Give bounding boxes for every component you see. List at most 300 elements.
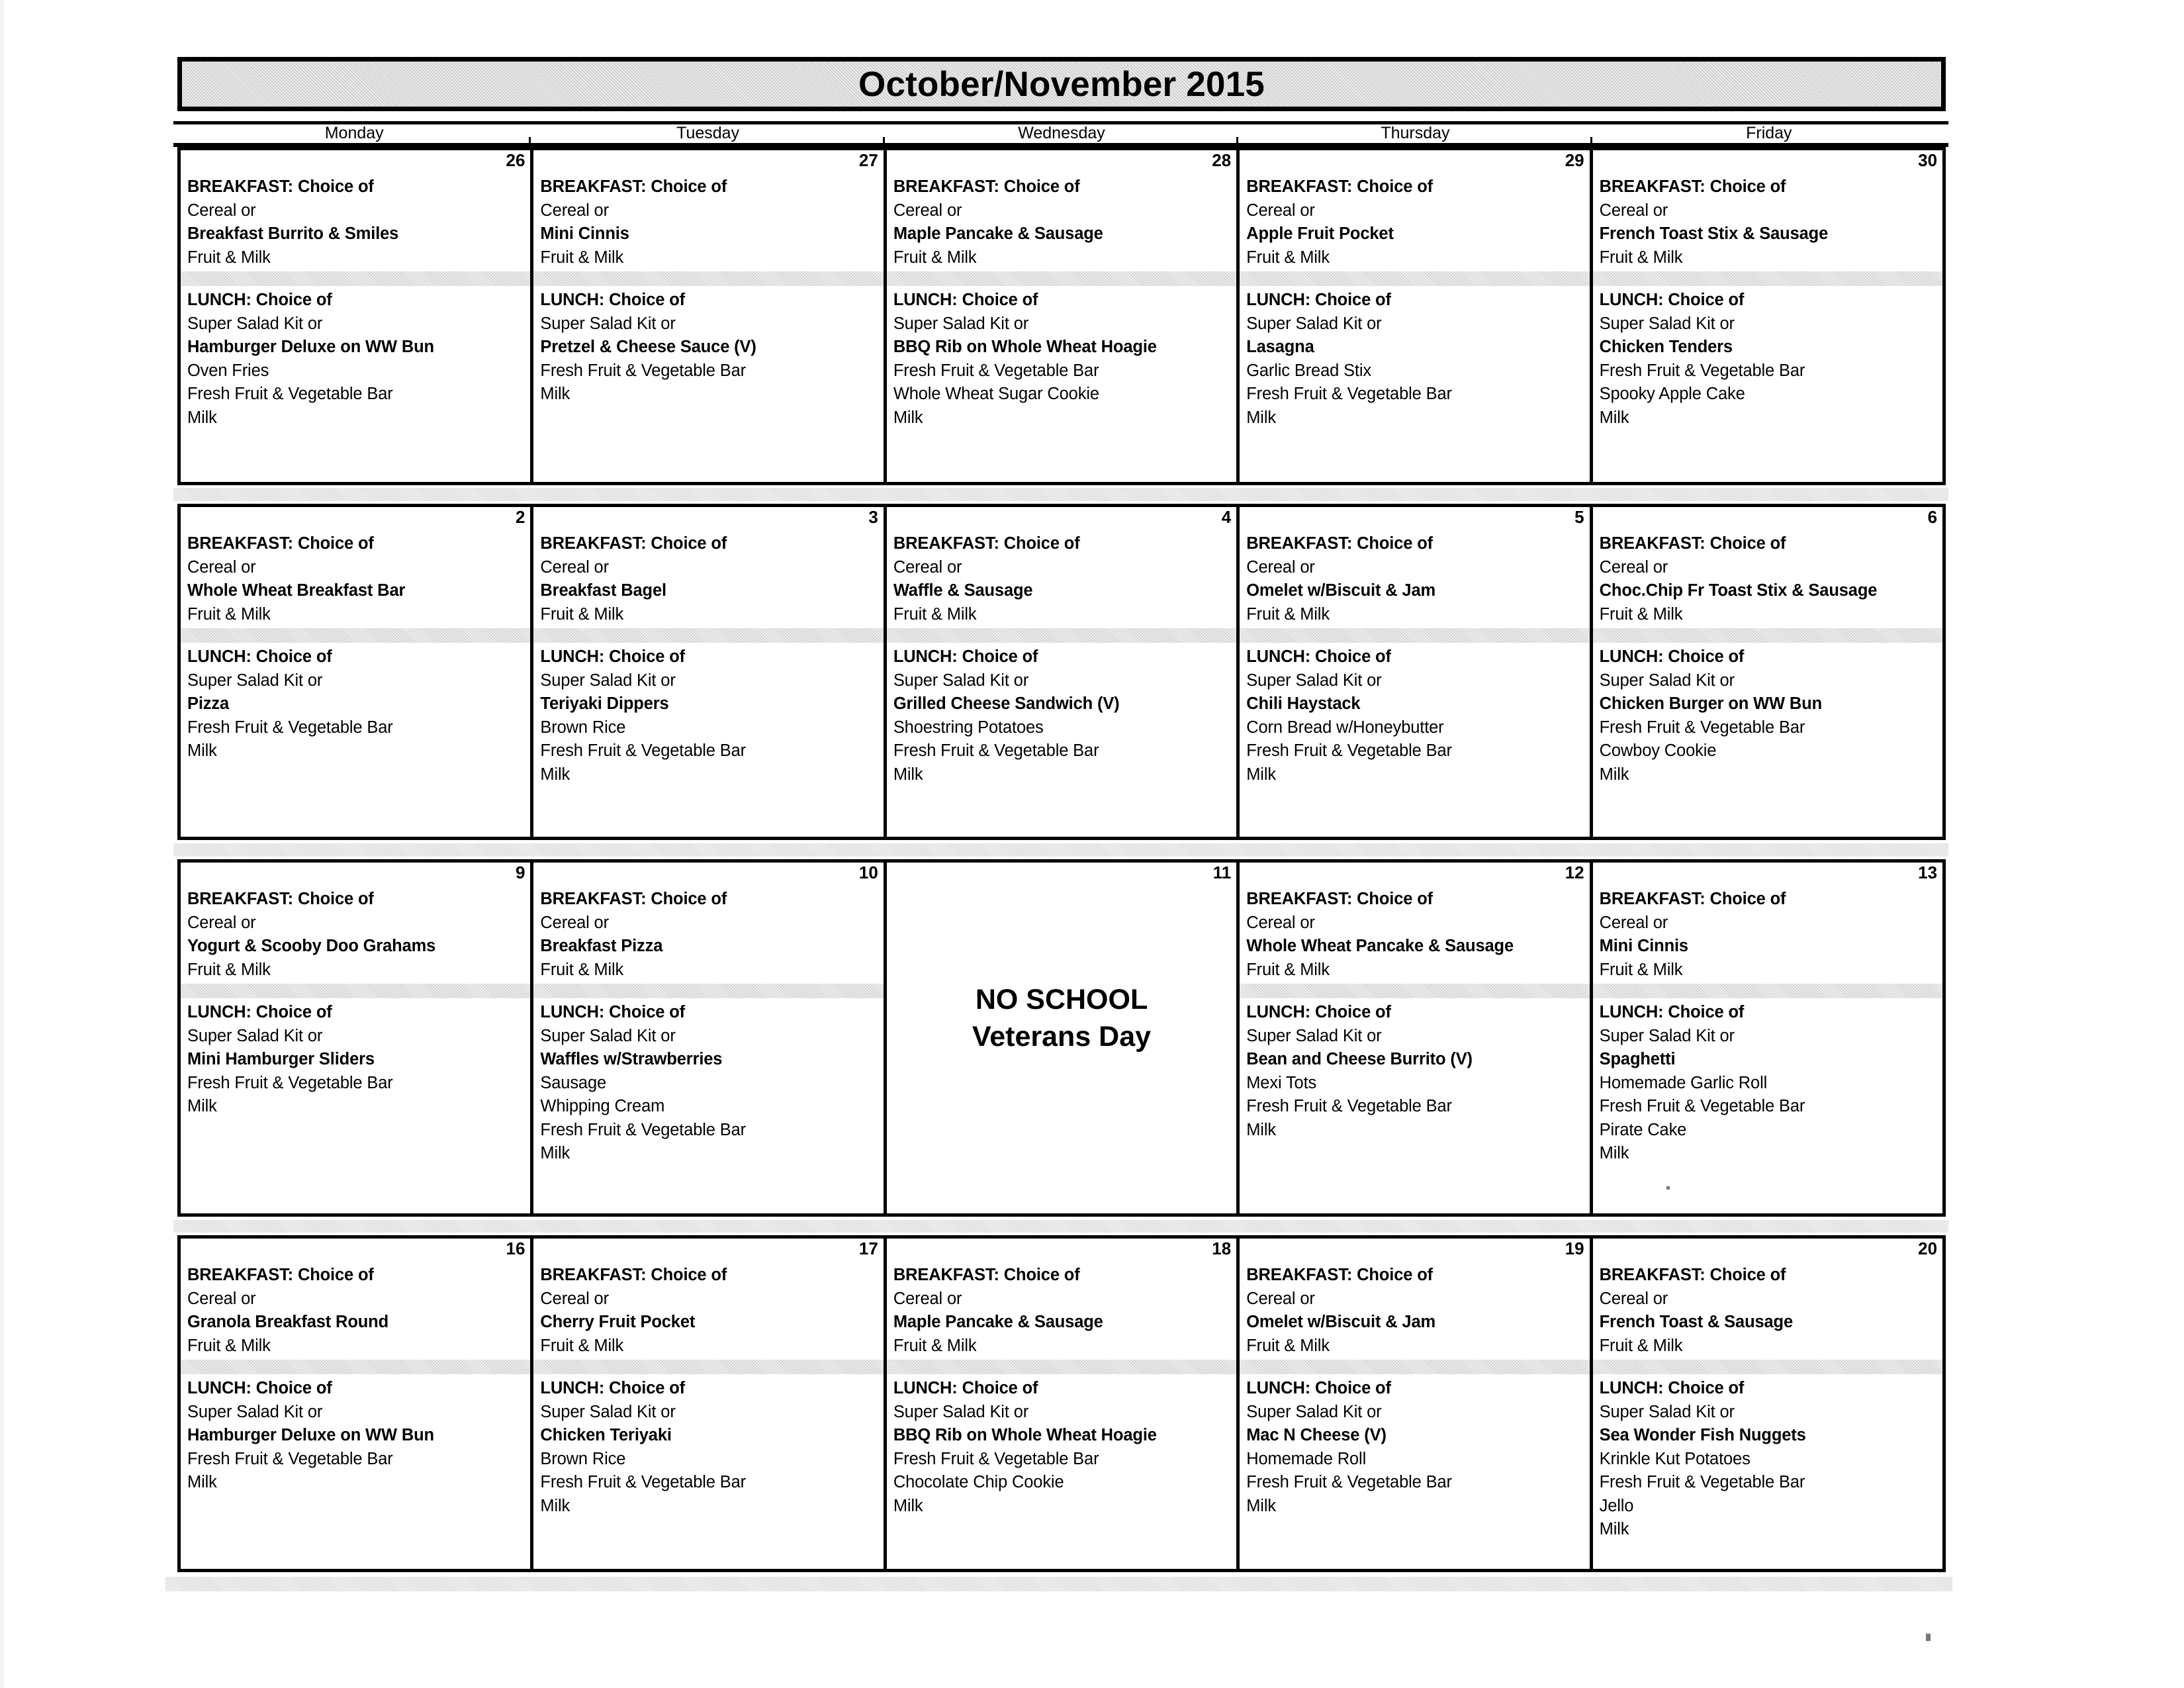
menu-line: LUNCH: Choice of <box>540 1379 685 1397</box>
menu-line: Spaghetti <box>1599 1050 1676 1068</box>
day-header-label: Tuesday <box>676 123 740 142</box>
menu-line: Milk <box>893 1496 923 1515</box>
breakfast-section <box>1240 507 1589 626</box>
menu-line: Chili Haystack <box>1246 694 1361 713</box>
lunch-section <box>533 643 883 786</box>
calendar-day-cell[interactable] <box>884 147 1240 485</box>
menu-line: LUNCH: Choice of <box>540 1003 685 1021</box>
lunch-section <box>533 286 883 406</box>
menu-line: Whole Wheat Sugar Cookie <box>893 385 1099 403</box>
menu-line: Omelet w/Biscuit & Jam <box>1246 581 1436 600</box>
lunch-section <box>1593 998 1942 1166</box>
week-row <box>177 147 1946 485</box>
menu-line: Fruit & Milk <box>187 604 271 624</box>
menu-line: Fruit & Milk <box>893 1336 977 1355</box>
week-row <box>177 1235 1946 1572</box>
menu-line: Fresh Fruit & Vegetable Bar <box>187 385 393 403</box>
menu-line: Fresh Fruit & Vegetable Bar <box>1599 1473 1805 1491</box>
breakfast-section <box>1240 863 1589 982</box>
menu-line: LUNCH: Choice of <box>1599 1003 1745 1021</box>
menu-line: Waffles w/Strawberries <box>540 1050 723 1068</box>
menu-line: Milk <box>1246 1496 1276 1515</box>
menu-line: Cereal or <box>187 557 256 577</box>
menu-line: Chicken Tenders <box>1599 338 1733 356</box>
lunch-section <box>1240 286 1589 430</box>
menu-line: Breakfast Bagel <box>540 581 666 600</box>
calendar-day-cell[interactable] <box>177 504 533 840</box>
meal-divider-band <box>181 271 530 286</box>
menu-line: Milk <box>1599 1144 1629 1162</box>
day-number: 13 <box>1918 863 1938 882</box>
lunch-section <box>181 643 530 763</box>
menu-line: Teriyaki Dippers <box>540 694 669 713</box>
breakfast-section <box>1593 1239 1942 1358</box>
menu-line: BREAKFAST: Choice of <box>540 177 727 196</box>
menu-line: Fresh Fruit & Vegetable Bar <box>1599 1097 1805 1115</box>
lunch-section <box>533 998 883 1166</box>
menu-line: Fruit & Milk <box>187 1336 271 1355</box>
row-gap-band <box>173 488 1948 501</box>
menu-line: LUNCH: Choice of <box>1599 291 1745 309</box>
breakfast-section <box>1240 150 1589 269</box>
calendar-day-cell[interactable] <box>1236 859 1592 1217</box>
menu-line: LUNCH: Choice of <box>893 647 1038 666</box>
menu-line: Fruit & Milk <box>1599 960 1683 979</box>
menu-line: Fruit & Milk <box>187 960 271 979</box>
menu-line: Super Salad Kit or <box>893 1402 1029 1421</box>
menu-line: Fruit & Milk <box>893 604 977 624</box>
menu-line: LUNCH: Choice of <box>187 1003 332 1021</box>
menu-line: BBQ Rib on Whole Wheat Hoagie <box>893 338 1157 356</box>
breakfast-section <box>887 507 1236 626</box>
breakfast-section <box>181 507 530 626</box>
menu-line: Cowboy Cookie <box>1599 741 1717 760</box>
day-number: 19 <box>1565 1239 1584 1258</box>
menu-line: Homemade Garlic Roll <box>1599 1073 1768 1092</box>
day-number: 30 <box>1918 150 1938 170</box>
day-number: 17 <box>858 1239 878 1258</box>
menu-line: Fruit & Milk <box>187 248 271 267</box>
menu-line: LUNCH: Choice of <box>1246 1003 1391 1021</box>
breakfast-section <box>887 1239 1236 1358</box>
menu-line: Milk <box>187 1473 217 1491</box>
day-number: 28 <box>1212 150 1232 170</box>
calendar-day-cell[interactable] <box>1590 859 1946 1217</box>
menu-line: Super Salad Kit or <box>1246 671 1382 690</box>
page-title: October/November 2015 <box>858 64 1265 104</box>
breakfast-section <box>533 507 883 626</box>
menu-line: Milk <box>1246 408 1276 427</box>
breakfast-section <box>533 863 883 982</box>
menu-line: BREAKFAST: Choice of <box>540 534 727 553</box>
calendar-day-cell[interactable] <box>530 1235 886 1572</box>
menu-line: Spooky Apple Cake <box>1599 385 1745 403</box>
menu-line: Mac N Cheese (V) <box>1246 1426 1387 1444</box>
day-header-monday <box>177 121 531 144</box>
menu-line: Cereal or <box>893 201 962 220</box>
menu-line: Mini Cinnis <box>540 224 629 243</box>
menu-line: Sea Wonder Fish Nuggets <box>1599 1426 1806 1444</box>
meal-divider-band <box>1240 628 1589 643</box>
lunch-section <box>181 1374 530 1495</box>
menu-line: Fruit & Milk <box>893 248 977 267</box>
menu-line: Fresh Fruit & Vegetable Bar <box>1599 718 1805 737</box>
menu-line: Whole Wheat Breakfast Bar <box>187 581 406 600</box>
menu-line: Milk <box>540 385 570 403</box>
menu-line: Mexi Tots <box>1246 1073 1317 1092</box>
menu-line: Super Salad Kit or <box>893 314 1029 333</box>
menu-line: Milk <box>187 741 217 760</box>
menu-line: BREAKFAST: Choice of <box>1246 890 1433 908</box>
day-header-label: Friday <box>1746 123 1792 142</box>
calendar-day-cell[interactable] <box>177 147 533 485</box>
menu-line: Cherry Fruit Pocket <box>540 1313 696 1331</box>
breakfast-section <box>181 863 530 982</box>
no-school-line: NO SCHOOL <box>975 984 1148 1015</box>
calendar-day-cell[interactable] <box>1590 504 1946 840</box>
menu-line: BREAKFAST: Choice of <box>893 534 1080 553</box>
day-number: 12 <box>1565 863 1584 882</box>
menu-line: Cereal or <box>540 201 609 220</box>
lunch-section <box>533 1374 883 1518</box>
menu-line: Cereal or <box>1599 557 1668 577</box>
menu-line: Cereal or <box>540 913 609 932</box>
menu-line: Chicken Burger on WW Bun <box>1599 694 1823 713</box>
menu-line: Super Salad Kit or <box>540 314 676 333</box>
menu-line: BREAKFAST: Choice of <box>187 890 374 908</box>
menu-line: BREAKFAST: Choice of <box>1599 890 1786 908</box>
week-row <box>177 859 1946 1217</box>
menu-line: Oven Fries <box>187 361 269 380</box>
day-header-label: Wednesday <box>1018 123 1105 142</box>
row-gap-band <box>173 843 1948 857</box>
day-number: 3 <box>868 507 878 527</box>
menu-line: Grilled Cheese Sandwich (V) <box>893 694 1120 713</box>
calendar-day-cell[interactable] <box>1236 147 1592 485</box>
day-number: 2 <box>515 507 525 527</box>
menu-line: Mini Hamburger Sliders <box>187 1050 375 1068</box>
menu-line: LUNCH: Choice of <box>1599 647 1745 666</box>
menu-line: Brown Rice <box>540 1449 626 1468</box>
menu-line: LUNCH: Choice of <box>1246 1379 1391 1397</box>
breakfast-section <box>533 1239 883 1358</box>
menu-line: Fresh Fruit & Vegetable Bar <box>893 741 1099 760</box>
day-number: 20 <box>1918 1239 1938 1258</box>
day-number: 27 <box>858 150 878 170</box>
menu-line: BREAKFAST: Choice of <box>1599 177 1786 196</box>
menu-line: Whipping Cream <box>540 1097 665 1115</box>
lunch-section <box>181 998 530 1119</box>
menu-line: Super Salad Kit or <box>187 671 323 690</box>
menu-line: Omelet w/Biscuit & Jam <box>1246 1313 1436 1331</box>
day-header-label: Monday <box>324 123 384 142</box>
row-gap-band <box>173 1220 1948 1233</box>
menu-line: Fruit & Milk <box>1599 1336 1683 1355</box>
menu-line: BREAKFAST: Choice of <box>893 1266 1080 1284</box>
lunch-section <box>1593 643 1942 786</box>
menu-line: Super Salad Kit or <box>540 1402 676 1421</box>
day-number: 6 <box>1927 507 1938 527</box>
menu-line: Yogurt & Scooby Doo Grahams <box>187 937 436 955</box>
lunch-section <box>1593 1374 1942 1542</box>
menu-line: Pizza <box>187 694 230 713</box>
menu-line: BREAKFAST: Choice of <box>187 1266 374 1284</box>
breakfast-section <box>181 1239 530 1358</box>
day-number: 11 <box>1212 863 1232 882</box>
menu-line: Maple Pancake & Sausage <box>893 224 1103 243</box>
scan-speck <box>1666 1186 1670 1190</box>
menu-line: BREAKFAST: Choice of <box>540 890 727 908</box>
calendar-day-cell[interactable] <box>177 1235 533 1572</box>
menu-line: Super Salad Kit or <box>1599 1026 1735 1045</box>
menu-line: BREAKFAST: Choice of <box>1599 1266 1786 1284</box>
menu-line: LUNCH: Choice of <box>187 1379 332 1397</box>
lunch-section <box>181 286 530 430</box>
menu-line: Milk <box>540 1496 570 1515</box>
day-header-row <box>177 121 1946 144</box>
lunch-section <box>1240 643 1589 786</box>
day-number: 10 <box>858 863 878 882</box>
menu-line: Fresh Fruit & Vegetable Bar <box>540 1473 747 1491</box>
calendar-day-cell[interactable] <box>530 504 886 840</box>
meal-divider-band <box>533 984 883 998</box>
day-header-friday <box>1592 121 1946 144</box>
menu-line: Cereal or <box>1246 557 1315 577</box>
menu-line: Milk <box>540 765 570 784</box>
breakfast-section <box>1240 1239 1589 1358</box>
menu-line: Fresh Fruit & Vegetable Bar <box>1599 361 1805 380</box>
meal-divider-band <box>1240 271 1589 286</box>
menu-line: Maple Pancake & Sausage <box>893 1313 1103 1331</box>
calendar-day-cell[interactable] <box>530 859 886 1217</box>
calendar-day-cell[interactable] <box>1236 1235 1592 1572</box>
menu-line: BREAKFAST: Choice of <box>893 177 1080 196</box>
day-number: 29 <box>1565 150 1584 170</box>
lunch-section <box>1240 1374 1589 1518</box>
lunch-section <box>887 1374 1236 1518</box>
menu-line: LUNCH: Choice of <box>540 291 685 309</box>
menu-line: BBQ Rib on Whole Wheat Hoagie <box>893 1426 1157 1444</box>
menu-line: Homemade Roll <box>1246 1449 1367 1468</box>
menu-line: LUNCH: Choice of <box>1246 291 1391 309</box>
day-number: 16 <box>506 1239 525 1258</box>
menu-line: Cereal or <box>540 557 609 577</box>
menu-line: Cereal or <box>540 1289 609 1308</box>
menu-line: Cereal or <box>1246 201 1315 220</box>
meal-divider-band <box>1593 628 1942 643</box>
menu-line: Jello <box>1599 1496 1634 1515</box>
menu-line: Fresh Fruit & Vegetable Bar <box>893 1449 1099 1468</box>
meal-divider-band <box>1593 271 1942 286</box>
menu-line: Milk <box>187 1097 217 1115</box>
menu-line: Fruit & Milk <box>1246 248 1330 267</box>
menu-line: Milk <box>1246 765 1276 784</box>
menu-line: Fruit & Milk <box>540 960 624 979</box>
meal-divider-band <box>533 1360 883 1374</box>
menu-line: Fresh Fruit & Vegetable Bar <box>540 361 747 380</box>
menu-line: BREAKFAST: Choice of <box>1246 534 1433 553</box>
menu-line: Super Salad Kit or <box>187 1402 323 1421</box>
menu-line: Mini Cinnis <box>1599 937 1688 955</box>
menu-line: Brown Rice <box>540 718 626 737</box>
bottom-scan-band <box>165 1577 1952 1591</box>
menu-line: French Toast Stix & Sausage <box>1599 224 1829 243</box>
menu-line: Super Salad Kit or <box>540 1026 676 1045</box>
calendar-day-cell[interactable] <box>1236 504 1592 840</box>
menu-line: Super Salad Kit or <box>1599 314 1735 333</box>
meal-divider-band <box>887 1360 1236 1374</box>
day-number: 26 <box>506 150 525 170</box>
meal-divider-band <box>181 984 530 998</box>
menu-line: Sausage <box>540 1073 607 1092</box>
menu-line: Fresh Fruit & Vegetable Bar <box>540 741 747 760</box>
menu-line: Cereal or <box>187 913 256 932</box>
menu-line: Super Salad Kit or <box>540 671 676 690</box>
menu-line: Fruit & Milk <box>540 248 624 267</box>
calendar-day-cell[interactable] <box>884 1235 1240 1572</box>
meal-divider-band <box>533 628 883 643</box>
week-row <box>177 504 1946 840</box>
menu-line: BREAKFAST: Choice of <box>187 177 374 196</box>
menu-line: Hamburger Deluxe on WW Bun <box>187 1426 434 1444</box>
menu-line: Super Salad Kit or <box>893 671 1029 690</box>
calendar-day-cell[interactable] <box>177 859 533 1217</box>
day-number: 5 <box>1574 507 1584 527</box>
menu-line: Fruit & Milk <box>1599 248 1683 267</box>
menu-line: Fresh Fruit & Vegetable Bar <box>540 1120 747 1139</box>
menu-line: Super Salad Kit or <box>1246 1402 1382 1421</box>
calendar-day-cell[interactable] <box>530 147 886 485</box>
menu-line: Fresh Fruit & Vegetable Bar <box>187 1449 393 1468</box>
no-school-line: Veterans Day <box>972 1021 1152 1053</box>
menu-line: Fresh Fruit & Vegetable Bar <box>187 718 393 737</box>
day-header-label: Thursday <box>1381 123 1450 142</box>
no-school-notice <box>887 863 1236 1213</box>
lunch-section <box>887 286 1236 430</box>
menu-line: Fruit & Milk <box>540 1336 624 1355</box>
menu-line: Fresh Fruit & Vegetable Bar <box>187 1073 393 1092</box>
menu-line: Hamburger Deluxe on WW Bun <box>187 338 434 356</box>
menu-line: Milk <box>1599 408 1629 427</box>
menu-line: Corn Bread w/Honeybutter <box>1246 718 1444 737</box>
menu-line: Fruit & Milk <box>1246 1336 1330 1355</box>
day-header-wednesday <box>885 121 1238 144</box>
calendar-day-cell[interactable] <box>884 859 1240 1217</box>
menu-line: Bean and Cheese Burrito (V) <box>1246 1050 1473 1068</box>
menu-line: Fresh Fruit & Vegetable Bar <box>1246 741 1452 760</box>
menu-line: Pirate Cake <box>1599 1120 1687 1139</box>
menu-line: Garlic Bread Stix <box>1246 361 1371 380</box>
meal-divider-band <box>1240 984 1589 998</box>
menu-line: Waffle & Sausage <box>893 581 1033 600</box>
menu-line: BREAKFAST: Choice of <box>540 1266 727 1284</box>
menu-line: Chicken Teriyaki <box>540 1426 672 1444</box>
menu-line: LUNCH: Choice of <box>893 1379 1038 1397</box>
meal-divider-band <box>1593 984 1942 998</box>
day-number: 9 <box>515 863 525 882</box>
menu-line: Breakfast Burrito & Smiles <box>187 224 399 243</box>
meal-divider-band <box>181 628 530 643</box>
menu-line: Cereal or <box>1599 1289 1668 1308</box>
day-header-thursday <box>1238 121 1592 144</box>
breakfast-section <box>1593 863 1942 982</box>
menu-line: LUNCH: Choice of <box>187 647 332 666</box>
lunch-section <box>1240 998 1589 1142</box>
menu-line: Fresh Fruit & Vegetable Bar <box>1246 385 1452 403</box>
menu-line: LUNCH: Choice of <box>1599 1379 1745 1397</box>
breakfast-section <box>1593 507 1942 626</box>
menu-line: Milk <box>893 408 923 427</box>
menu-line: Cereal or <box>187 201 256 220</box>
menu-line: French Toast & Sausage <box>1599 1313 1794 1331</box>
menu-line: Lasagna <box>1246 338 1314 356</box>
calendar-day-cell[interactable] <box>1590 147 1946 485</box>
menu-line: Milk <box>540 1144 570 1162</box>
menu-line: LUNCH: Choice of <box>1246 647 1391 666</box>
menu-line: Cereal or <box>1246 1289 1315 1308</box>
menu-line: BREAKFAST: Choice of <box>187 534 374 553</box>
meal-divider-band <box>1240 1360 1589 1374</box>
menu-line: Super Salad Kit or <box>187 314 323 333</box>
lunch-section <box>1593 286 1942 430</box>
menu-line: LUNCH: Choice of <box>187 291 332 309</box>
breakfast-section <box>887 150 1236 269</box>
menu-line: BREAKFAST: Choice of <box>1246 177 1433 196</box>
breakfast-section <box>1593 150 1942 269</box>
menu-line: Whole Wheat Pancake & Sausage <box>1246 937 1514 955</box>
meal-divider-band <box>533 271 883 286</box>
day-header-tuesday <box>531 121 884 144</box>
menu-line: Cereal or <box>1246 913 1315 932</box>
calendar-day-cell[interactable] <box>884 504 1240 840</box>
meal-divider-band <box>887 271 1236 286</box>
calendar-title-bar <box>177 57 1946 111</box>
menu-line: Cereal or <box>1599 913 1668 932</box>
menu-line: Fresh Fruit & Vegetable Bar <box>1246 1097 1452 1115</box>
day-number: 18 <box>1212 1239 1232 1258</box>
meal-divider-band <box>181 1360 530 1374</box>
breakfast-section <box>533 150 883 269</box>
menu-line: Cereal or <box>187 1289 256 1308</box>
day-number: 4 <box>1221 507 1232 527</box>
menu-line: LUNCH: Choice of <box>893 291 1038 309</box>
menu-line: Krinkle Kut Potatoes <box>1599 1449 1751 1468</box>
menu-line: Super Salad Kit or <box>1246 314 1382 333</box>
menu-line: Shoestring Potatoes <box>893 718 1044 737</box>
menu-line: Milk <box>187 408 217 427</box>
menu-line: Super Salad Kit or <box>187 1026 323 1045</box>
scan-speck <box>1926 1634 1931 1641</box>
menu-line: Choc.Chip Fr Toast Stix & Sausage <box>1599 581 1878 600</box>
menu-line: Fresh Fruit & Vegetable Bar <box>893 361 1099 380</box>
breakfast-section <box>181 150 530 269</box>
meal-divider-band <box>887 628 1236 643</box>
menu-line: Milk <box>1599 1520 1629 1538</box>
menu-line: Breakfast Pizza <box>540 937 663 955</box>
lunch-section <box>887 643 1236 786</box>
calendar-day-cell[interactable] <box>1590 1235 1946 1572</box>
meal-divider-band <box>1593 1360 1942 1374</box>
menu-line: Super Salad Kit or <box>1599 1402 1735 1421</box>
menu-line: Pretzel & Cheese Sauce (V) <box>540 338 756 356</box>
menu-line: Super Salad Kit or <box>1599 671 1735 690</box>
menu-line: Cereal or <box>893 1289 962 1308</box>
menu-line: Fruit & Milk <box>1246 604 1330 624</box>
menu-line: Fruit & Milk <box>1599 604 1683 624</box>
menu-line: Granola Breakfast Round <box>187 1313 389 1331</box>
menu-line: Cereal or <box>1599 201 1668 220</box>
menu-line: Milk <box>1246 1120 1276 1139</box>
